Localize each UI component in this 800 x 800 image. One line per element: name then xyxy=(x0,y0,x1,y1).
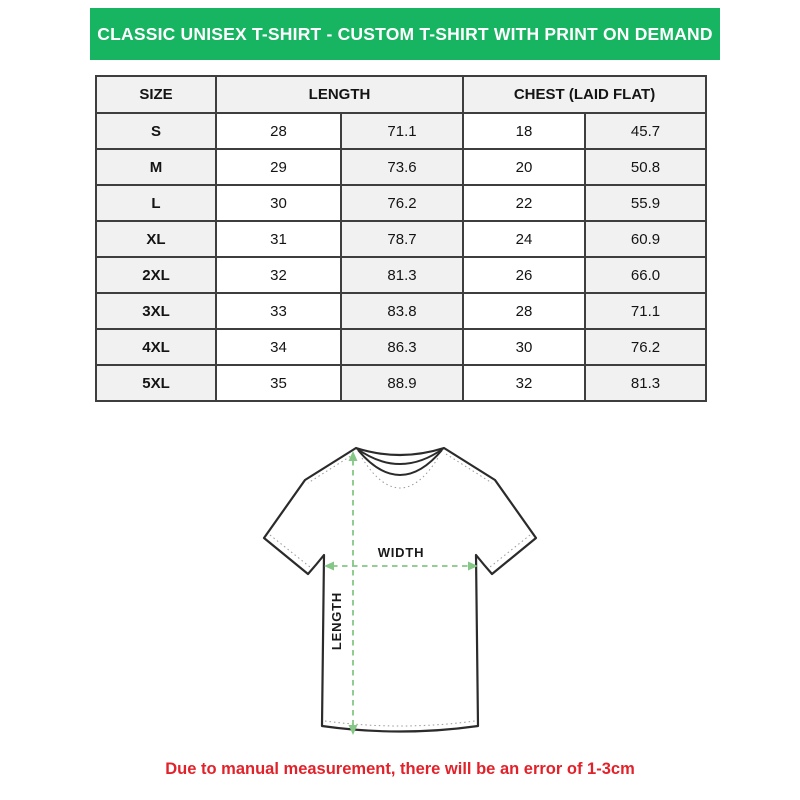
length-label: LENGTH xyxy=(329,591,344,651)
table-row xyxy=(96,329,706,365)
chest-in-cell: 20 xyxy=(463,149,585,185)
table-header-row xyxy=(96,76,706,113)
tshirt-body-outline xyxy=(264,448,536,732)
table-row xyxy=(96,365,706,401)
title-banner xyxy=(90,8,720,60)
size-cell: S xyxy=(96,113,216,149)
size-cell: 3XL xyxy=(96,293,216,329)
table-row xyxy=(96,185,706,221)
chest-cm-cell: 66.0 xyxy=(585,257,706,293)
length-cm-cell: 71.1 xyxy=(341,113,463,149)
size-cell: 4XL xyxy=(96,329,216,365)
chest-in-cell: 24 xyxy=(463,221,585,257)
measurement-note xyxy=(0,760,800,779)
length-cm-cell: 73.6 xyxy=(341,149,463,185)
length-cm-cell: 78.7 xyxy=(341,221,463,257)
table-row xyxy=(96,221,706,257)
chest-cm-cell: 45.7 xyxy=(585,113,706,149)
length-in-cell: 35 xyxy=(216,365,341,401)
length-cm-cell: 86.3 xyxy=(341,329,463,365)
width-label: WIDTH xyxy=(377,545,425,560)
chest-in-cell: 26 xyxy=(463,257,585,293)
size-cell: L xyxy=(96,185,216,221)
length-in-cell: 34 xyxy=(216,329,341,365)
size-cell: M xyxy=(96,149,216,185)
size-cell: 2XL xyxy=(96,257,216,293)
chest-cm-cell: 76.2 xyxy=(585,329,706,365)
length-cm-cell: 88.9 xyxy=(341,365,463,401)
chest-cm-cell: 50.8 xyxy=(585,149,706,185)
length-in-cell: 32 xyxy=(216,257,341,293)
length-cm-cell: 83.8 xyxy=(341,293,463,329)
chest-cm-cell: 60.9 xyxy=(585,221,706,257)
length-in-cell: 33 xyxy=(216,293,341,329)
chest-cm-cell: 55.9 xyxy=(585,185,706,221)
tshirt-outline-drawing xyxy=(250,438,550,750)
size-cell: XL xyxy=(96,221,216,257)
length-in-cell: 31 xyxy=(216,221,341,257)
length-cm-cell: 81.3 xyxy=(341,257,463,293)
table-row xyxy=(96,257,706,293)
tshirt-measurement-diagram xyxy=(250,438,550,750)
length-cm-cell: 76.2 xyxy=(341,185,463,221)
length-in-cell: 29 xyxy=(216,149,341,185)
chest-in-cell: 22 xyxy=(463,185,585,221)
size-chart-table xyxy=(95,75,707,402)
header-chest: CHEST (LAID FLAT) xyxy=(463,76,706,113)
page-title: CLASSIC UNISEX T-SHIRT - CUSTOM T-SHIRT WITH PRINT ON DEMAND xyxy=(97,23,713,44)
chest-cm-cell: 81.3 xyxy=(585,365,706,401)
length-in-cell: 28 xyxy=(216,113,341,149)
chest-cm-cell: 71.1 xyxy=(585,293,706,329)
chest-in-cell: 18 xyxy=(463,113,585,149)
chest-in-cell: 32 xyxy=(463,365,585,401)
size-cell: 5XL xyxy=(96,365,216,401)
table-row xyxy=(96,293,706,329)
table-row xyxy=(96,113,706,149)
header-size: SIZE xyxy=(96,76,216,113)
chest-in-cell: 30 xyxy=(463,329,585,365)
measurement-note-text: Due to manual measurement, there will be an error of 1-3cm xyxy=(165,760,635,778)
table-row xyxy=(96,149,706,185)
length-in-cell: 30 xyxy=(216,185,341,221)
header-length: LENGTH xyxy=(216,76,463,113)
chest-in-cell: 28 xyxy=(463,293,585,329)
